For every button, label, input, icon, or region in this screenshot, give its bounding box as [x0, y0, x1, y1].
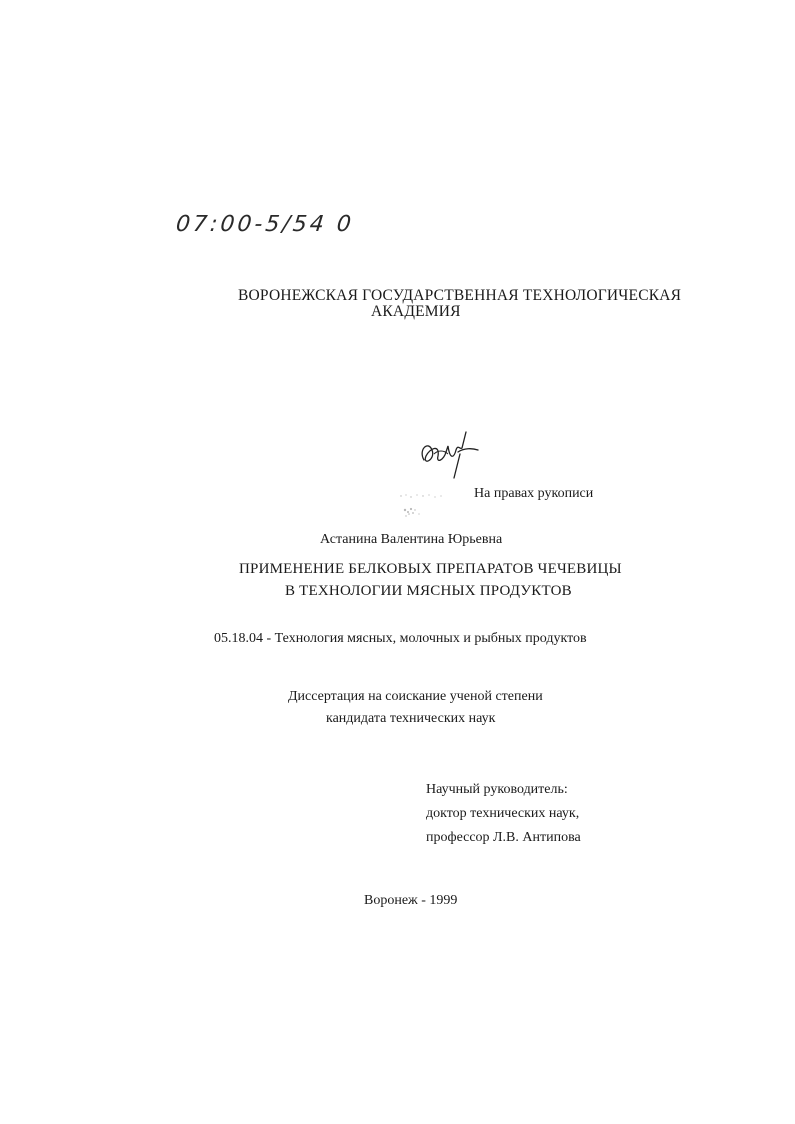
thesis-title-line-1: ПРИМЕНЕНИЕ БЕЛКОВЫХ ПРЕПАРАТОВ ЧЕЧЕВИЦЫ [239, 561, 622, 577]
signature-icon [414, 420, 484, 480]
speciality-code: 05.18.04 - Технология мясных, молочных и рыбных продуктов [214, 631, 587, 646]
organization-name-line-1: ВОРОНЕЖСКАЯ ГОСУДАРСТВЕННАЯ ТЕХНОЛОГИЧЕСКАЯ [238, 287, 682, 304]
dissertation-degree-line-2: кандидата технических наук [326, 711, 496, 726]
handwritten-archive-number: 07:00-5/54 0 [174, 212, 356, 237]
faint-stamp-mark-icon [397, 492, 447, 520]
supervisor-name: профессор Л.В. Антипова [426, 830, 581, 845]
city-year: Воронеж - 1999 [364, 893, 458, 908]
supervisor-label: Научный руководитель: [426, 782, 568, 797]
thesis-title-line-2: В ТЕХНОЛОГИИ МЯСНЫХ ПРОДУКТОВ [285, 583, 572, 599]
author-name: Астанина Валентина Юрьевна [320, 532, 503, 547]
organization-name-line-2: АКАДЕМИЯ [371, 303, 461, 320]
supervisor-degree: доктор технических наук, [426, 806, 580, 821]
dissertation-degree-line-1: Диссертация на соискание ученой степени [288, 689, 543, 704]
manuscript-rights-note: На правах рукописи [474, 486, 594, 501]
